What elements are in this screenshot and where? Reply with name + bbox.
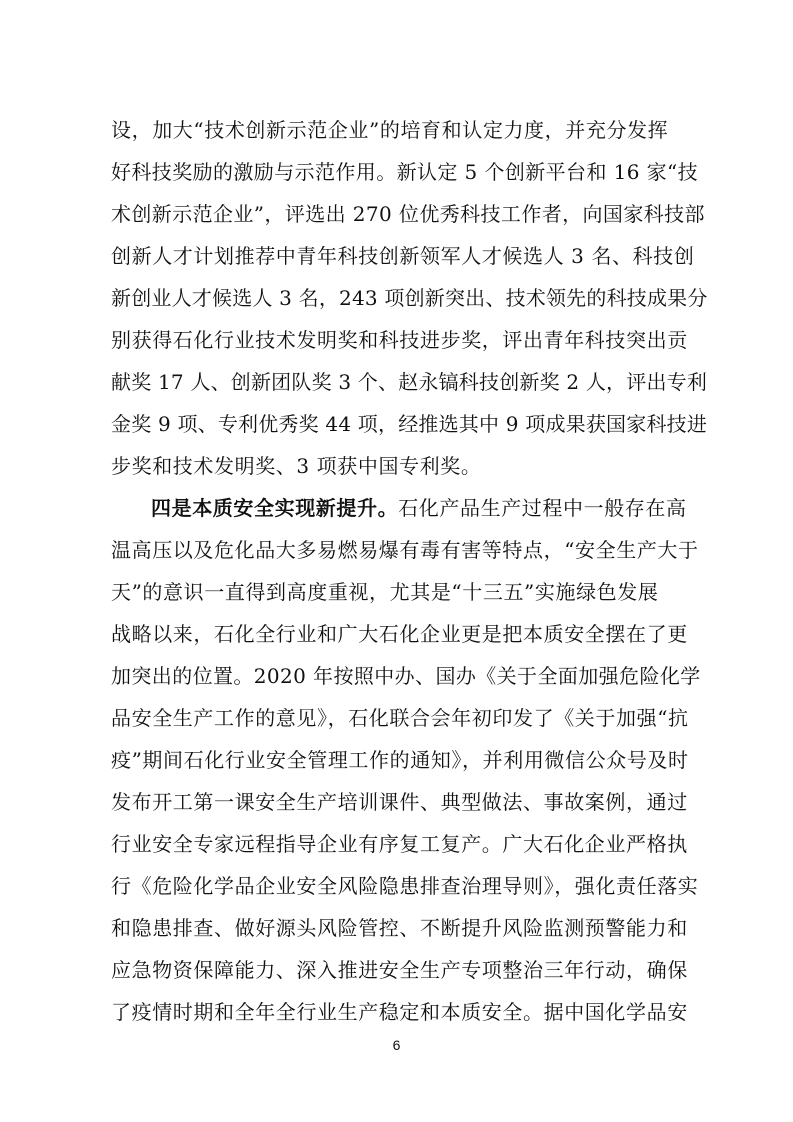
- paragraph2-line-9: 行业安全专家远程指导企业有序复工复产。广大石化企业严格执: [111, 832, 688, 856]
- paragraph2-line-3: 天”的意识一直得到高度重视，尤其是“十三五”实施绿色发展: [111, 580, 659, 604]
- paragraph2-line-11: 和隐患排查、做好源头风险管控、不断提升风险监测预警能力和: [111, 916, 688, 940]
- paragraph1-line-9: 步奖和技术发明奖、3 项获中国专利奖。: [111, 454, 482, 478]
- paragraph1-line-4: 创新人才计划推荐中青年科技创新领军人才候选人 3 名、科技创: [111, 244, 695, 268]
- paragraph1-line-1: 设，加大“技术创新示范企业”的培育和认定力度，并充分发挥: [111, 118, 669, 142]
- paragraph2-line-4: 战略以来，石化全行业和广大石化企业更是把本质安全摆在了更: [111, 622, 688, 646]
- paragraph2-line-10: 行《危险化学品企业安全风险隐患排查治理导则》，强化责任落实: [111, 874, 699, 898]
- paragraph2-line-6: 品安全生产工作的意见》，石化联合会年初印发了《关于加强“抗: [111, 706, 689, 730]
- paragraph1-line-7: 献奖 17 人、创新团队奖 3 个、赵永镐科技创新奖 2 人，评出专利: [111, 370, 708, 394]
- paragraph2-line-5: 加突出的位置。2020 年按照中办、国办《关于全面加强危险化学: [111, 664, 701, 688]
- paragraph1-line-5: 新创业人才候选人 3 名，243 项创新突出、技术领先的科技成果分: [111, 286, 708, 310]
- paragraph2-line-8: 发布开工第一课安全生产培训课件、典型做法、事故案例，通过: [111, 790, 688, 814]
- paragraph2-lead-heading: 四是本质安全实现新提升。: [151, 496, 399, 520]
- paragraph1-line-6: 别获得石化行业技术发明奖和科技进步奖，评出青年科技突出贡: [111, 328, 688, 352]
- paragraph1-line-3: 术创新示范企业”，评选出 270 位优秀科技工作者，向国家科技部: [111, 202, 705, 226]
- paragraph1-line-2: 好科技奖励的激励与示范作用。新认定 5 个创新平台和 16 家“技: [111, 160, 699, 184]
- page-number: 6: [392, 1037, 401, 1053]
- paragraph2-line-12: 应急物资保障能力、深入推进安全生产专项整治三年行动，确保: [111, 958, 688, 982]
- paragraph2-line-1-rest: 石化产品生产过程中一般存在高: [398, 496, 687, 520]
- paragraph2-line-2: 温高压以及危化品大多易燃易爆有毒有害等特点，“安全生产大于: [111, 538, 699, 562]
- paragraph2-line-13: 了疫情时期和全年全行业生产稳定和本质安全。据中国化学品安: [111, 1000, 688, 1024]
- paragraph1-line-8: 金奖 9 项、专利优秀奖 44 项，经推选其中 9 项成果获国家科技进: [111, 412, 708, 436]
- paragraph2-line-1: [151, 493, 687, 523]
- paragraph2-line-7: 疫”期间石化行业安全管理工作的通知》，并利用微信公众号及时: [111, 748, 689, 772]
